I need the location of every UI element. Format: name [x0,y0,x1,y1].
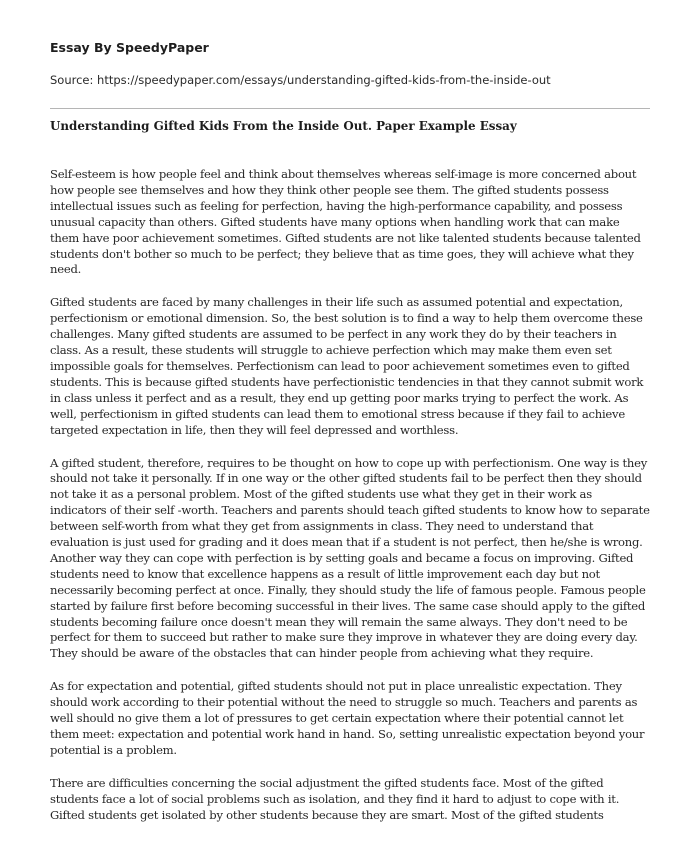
divider [50,108,650,109]
essay-title: Understanding Gifted Kids From the Inside Out. Paper Example Essay [50,119,517,133]
source-line[interactable]: Source: https://speedypaper.com/essays/understanding-gifted-kids-from-the-inside-out [50,73,551,87]
paragraph-4: As for expectation and potential, gifted students should not put in place unrealistic expectation. They should work according to their potential without the need to struggle so much. Teachers and parents as well should no give them a lot of pressures to get certain expectation where their potential cannot let them meet: expectation and potential work hand in hand. So, setting unrealistic expectation beyond your potential is a problem. [50,679,645,757]
paragraph-3: A gifted student, therefore, requires to be thought on how to cope up with perfectionism. One way is they should not take it personally. If in one way or the other gifted students fail to be perfect then they should not take it as a personal problem. Most of the gifted students use what they get in their work as indicators of their self -worth. Teachers and parents should teach gifted students to know how to separate between self-worth from what they get from assignments in class. They need to understand that evaluation is just used for grading and it does mean that if a student is not perfect, then he/she is wrong. Another way they can cope with perfection is by setting goals and became a focus on improving. Gifted students need to know that excellence happens as a result of little improvement each day but not necessarily becoming perfect at once. Finally, they should study the life of famous people. Famous people started by failure first before becoming successful in their lives. The same case should apply to the gifted students becoming failure once doesn't mean they will remain the same always. They don't need to be perfect for them to succeed but rather to make sure they improve in whatever they are doing every day. They should be aware of the obstacles that can hinder people from achieving what they require. [50,455,650,661]
paragraph-5: There are difficulties concerning the social adjustment the gifted students face. Most of the gifted students face a lot of social problems such as isolation, and they find it hard to adjust to cope with it. Gifted students get isolated by other students because they are smart. Most of the gifted students [50,775,620,822]
essay-body [50,167,650,841]
brand-heading: Essay By SpeedyPaper [50,40,209,55]
essay-page [50,0,650,850]
paragraph-2: Gifted students are faced by many challenges in their life such as assumed potential and expectation, perfectionism or emotional dimension. So, the best solution is to find a way to help them overcome these challenges. Many gifted students are assumed to be perfect in any work they do by their teachers in class. As a result, these students will struggle to achieve perfection which may make them even set impossible goals for themselves. Perfectionism can lead to poor achievement sometimes even to gifted students. This is because gifted students have perfectionistic tendencies in that they cannot submit work in class unless it perfect and as a result, they end up getting poor marks trying to perfect the work. As well, perfectionism in gifted students can lead them to emotional stress because if they fail to achieve targeted expectation in life, then they will feel depressed and worthless. [50,295,644,437]
paragraph-1: Self-esteem is how people feel and think about themselves whereas self-image is more concerned about how people see themselves and how they think other people see them. The gifted students possess intellectual issues such as feeling for perfection, having the high-performance capability, and possess unusual capacity than others. Gifted students have many options when handling work that can make them have poor achievement sometimes. Gifted students are not like talented students because talented students don't bother so much to be perfect; they believe that as time goes, they will achieve what they need. [50,167,641,277]
